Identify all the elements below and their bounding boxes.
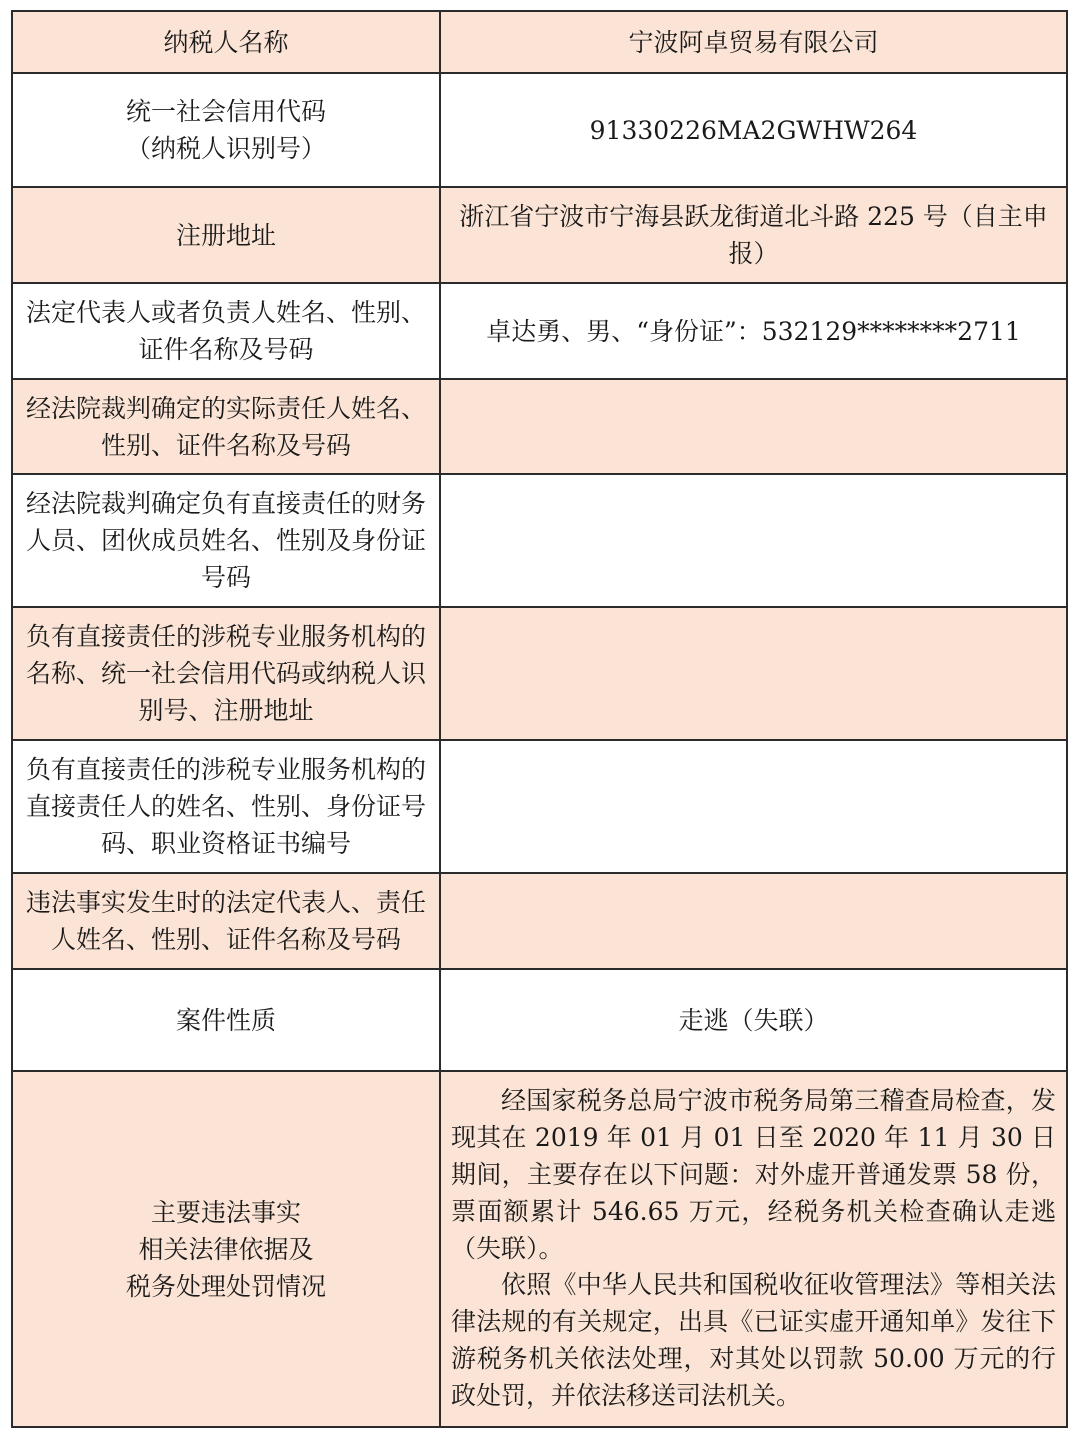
- row-label-credit-code: 统一社会信用代码 （纳税人识别号）: [12, 73, 440, 187]
- row-value-case-nature: 走逃（失联）: [440, 969, 1067, 1071]
- row-label-representative-at-violation: 违法事实发生时的法定代表人、责任人姓名、性别、证件名称及号码: [12, 873, 440, 969]
- row-value-service-agency: [440, 607, 1067, 740]
- table-row: [12, 187, 1067, 283]
- facts-paragraph: 经国家税务总局宁波市税务局第三稽查局检查，发现其在 2019 年 01 月 01 日至 2020 年 11 月 30 日期间，主要存在以下问题：对外虚开普通发票 58 份，票面额累计 546.65 万元，经税务机关检查确认走逃（失联）。: [451, 1086, 1056, 1263]
- table-row: [12, 873, 1067, 969]
- row-label-legal-representative: 法定代表人或者负责人姓名、性别、证件名称及号码: [12, 283, 440, 379]
- row-value-legal-representative: 卓达勇、男、“身份证”：532129********2711: [440, 283, 1067, 379]
- table-row: [12, 474, 1067, 607]
- table-row: [12, 1071, 1067, 1427]
- row-value-financial-staff: [440, 474, 1067, 607]
- row-value-main-facts: [440, 1071, 1067, 1427]
- row-label-agency-responsible-person: 负有直接责任的涉税专业服务机构的直接责任人的姓名、性别、身份证号码、职业资格证书编号: [12, 740, 440, 873]
- row-value-credit-code: 91330226MA2GWHW264: [440, 73, 1067, 187]
- row-value-registered-address: 浙江省宁波市宁海县跃龙街道北斗路 225 号（自主申报）: [440, 187, 1067, 283]
- row-value-taxpayer-name: 宁波阿卓贸易有限公司: [440, 11, 1067, 73]
- table-row: [12, 740, 1067, 873]
- row-label-actual-responsible: 经法院裁判确定的实际责任人姓名、性别、证件名称及号码: [12, 379, 440, 474]
- table-row: [12, 283, 1067, 379]
- table-row: [12, 969, 1067, 1071]
- row-label-registered-address: 注册地址: [12, 187, 440, 283]
- row-label-taxpayer-name: 纳税人名称: [12, 11, 440, 73]
- row-label-service-agency: 负有直接责任的涉税专业服务机构的名称、统一社会信用代码或纳税人识别号、注册地址: [12, 607, 440, 740]
- table-row: [12, 607, 1067, 740]
- row-value-representative-at-violation: [440, 873, 1067, 969]
- row-label-main-facts: 主要违法事实 相关法律依据及 税务处理处罚情况: [12, 1071, 440, 1427]
- facts-paragraph: 依照《中华人民共和国税收征收管理法》等相关法律法规的有关规定，出具《已证实虚开通知单》发往下游税务机关依法处理，对其处以罚款 50.00 万元的行政处罚，并依法移送司法机关。: [451, 1270, 1056, 1410]
- row-label-financial-staff: 经法院裁判确定负有直接责任的财务人员、团伙成员姓名、性别及身份证号码: [12, 474, 440, 607]
- row-value-agency-responsible-person: [440, 740, 1067, 873]
- table-row: [12, 73, 1067, 187]
- tax-case-table: [11, 10, 1068, 1428]
- row-value-actual-responsible: [440, 379, 1067, 474]
- table-row: [12, 379, 1067, 474]
- table-row: [12, 11, 1067, 73]
- row-label-case-nature: 案件性质: [12, 969, 440, 1071]
